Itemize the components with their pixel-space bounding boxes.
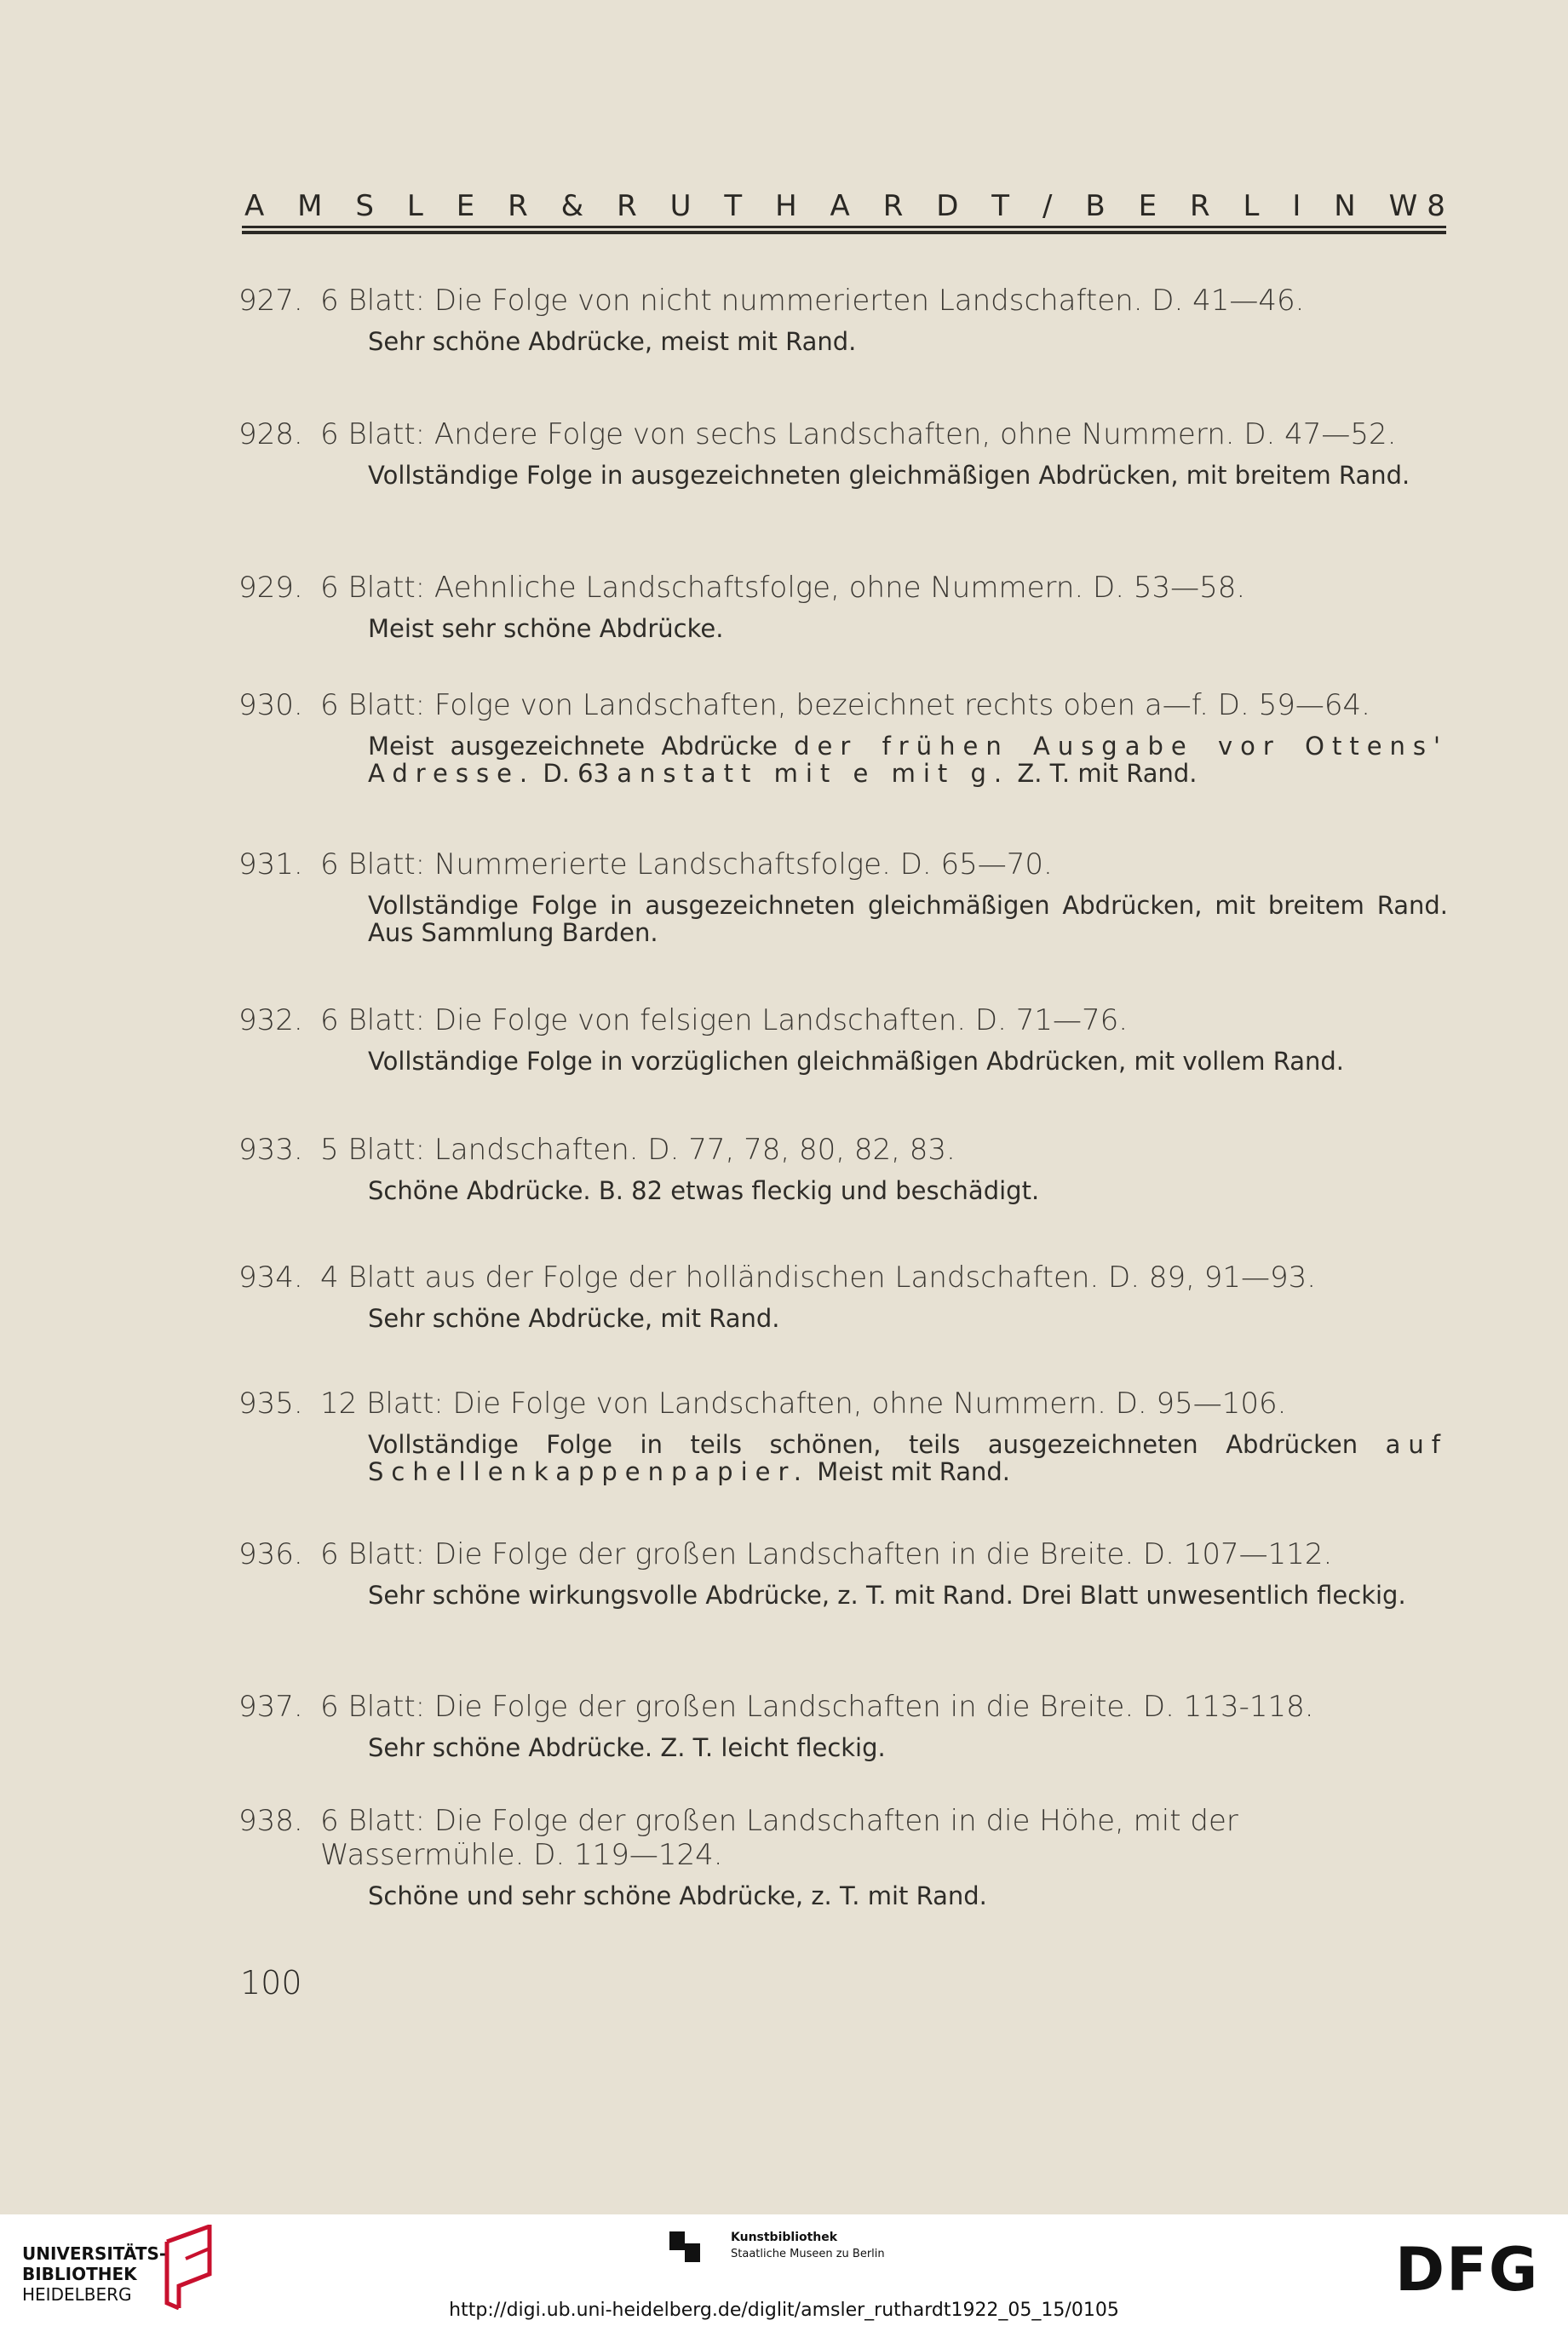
entry-note	[368, 1431, 1448, 1485]
ub-heidelberg-label	[22, 2243, 166, 2305]
header-letter: D	[936, 189, 959, 223]
entry-title: 6 Blatt: Die Folge der großen Landschaften in die Höhe, mit der Wassermühle. D. 119—124.	[320, 1804, 1238, 1872]
header-letter: B	[1085, 189, 1106, 223]
header-letter: R	[617, 189, 637, 223]
header-letter: N	[1334, 189, 1356, 223]
entry-title: 6 Blatt: Aehnliche Landschaftsfolge, ohne Nummern. D. 53—58.	[320, 571, 1246, 605]
entry-note: Sehr schöne Abdrücke. Z. T. leicht fleckig.	[368, 1733, 886, 1762]
entry-note: Vollständige Folge in ausgezeichneten gleichmäßigen Abdrücken, mit breitem Rand. Aus Sammlung Barden.	[368, 891, 1448, 947]
header-letter: A	[830, 189, 850, 223]
entry-title: 6 Blatt: Die Folge der großen Landschaften in die Breite. D. 113-118.	[320, 1690, 1314, 1724]
catalog-entry	[238, 1133, 1448, 1204]
entry-note: Sehr schöne wirkungsvolle Abdrücke, z. T. mit Rand. Drei Blatt unwesentlich fleckig.	[368, 1581, 1406, 1610]
entry-number: 938.	[238, 1804, 303, 1838]
kb-title: Kunstbibliothek	[731, 2231, 838, 2244]
entry-title: 6 Blatt: Folge von Landschaften, bezeichnet rechts oben a—f. D. 59—64.	[320, 688, 1370, 722]
catalog-entry	[238, 284, 1448, 355]
catalog-entry	[238, 417, 1448, 489]
entry-number: 931.	[238, 847, 303, 882]
kunstbibliothek-label	[731, 2230, 885, 2262]
dfg-logo: DFG	[1395, 2235, 1540, 2305]
entry-title: 6 Blatt: Nummerierte Landschaftsfolge. D. 65—70.	[320, 847, 1053, 882]
catalog-entry	[238, 847, 1448, 946]
ub-label-line: HEIDELBERG	[22, 2284, 132, 2305]
header-letter: A	[244, 189, 265, 223]
catalog-entry	[238, 1804, 1448, 1910]
header-letter: L	[406, 189, 423, 223]
entry-note-part: D. 63	[543, 759, 610, 788]
entry-note-part: Meist ausgezeichnete Abdrücke	[368, 732, 778, 761]
catalog-entry	[238, 1261, 1448, 1332]
header-letter: U	[669, 189, 692, 223]
entry-number: 928.	[238, 417, 303, 451]
catalog-entry	[238, 1387, 1448, 1485]
entry-note: Sehr schöne Abdrücke, meist mit Rand.	[368, 327, 857, 356]
entry-note: Sehr schöne Abdrücke, mit Rand.	[368, 1304, 780, 1333]
entry-title: 6 Blatt: Die Folge von nicht nummerierten Landschaften. D. 41—46.	[320, 284, 1305, 318]
header-letter: H	[775, 189, 797, 223]
header-letter: T	[724, 189, 743, 223]
header-rule-thin	[242, 226, 1446, 228]
entry-note	[368, 732, 1448, 787]
entry-note-part: Meist mit Rand.	[817, 1457, 1010, 1486]
entry-title: 6 Blatt: Die Folge der großen Landschaften in die Breite. D. 107—112.	[320, 1537, 1333, 1571]
ub-heidelberg-logo-icon	[160, 2225, 216, 2310]
entry-note: Schöne und sehr schöne Abdrücke, z. T. mit Rand.	[368, 1881, 987, 1910]
catalog-entry	[238, 571, 1448, 642]
header-letter: R	[882, 189, 904, 223]
header-letter: E	[456, 189, 475, 223]
catalog-entry	[238, 1003, 1448, 1075]
entry-number: 930.	[238, 688, 303, 722]
header-letter: T	[991, 189, 1010, 223]
entry-number: 936.	[238, 1537, 303, 1571]
page-number: 100	[240, 1964, 302, 2002]
catalog-entry	[238, 1690, 1448, 1761]
entry-number: 935.	[238, 1387, 303, 1421]
header-letter: M	[297, 189, 323, 223]
entry-number: 927.	[238, 284, 303, 318]
ub-label-line: UNIVERSITÄTS-	[22, 2243, 167, 2264]
entry-number: 933.	[238, 1133, 303, 1167]
entry-note-part: Vollständige Folge in teils schönen, teils ausgezeichneten Abdrücken	[368, 1430, 1358, 1459]
header-letter: W 8	[1388, 189, 1445, 223]
entry-note-part: auf Schellenkappenpapier.	[368, 1430, 1448, 1486]
kb-subtitle: Staatliche Museen zu Berlin	[731, 2248, 885, 2260]
ub-label-line: BIBLIOTHEK	[22, 2264, 137, 2284]
catalog-entry	[238, 1537, 1448, 1609]
entry-number: 929.	[238, 571, 303, 605]
header-letter: R	[1189, 189, 1210, 223]
kunstbibliothek-logo-icon	[669, 2231, 721, 2274]
header-letter: R	[508, 189, 528, 223]
header-letter: /	[1042, 189, 1053, 223]
entry-number: 934.	[238, 1261, 303, 1295]
entry-note: Vollständige Folge in vorzüglichen gleichmäßigen Abdrücken, mit vollem Rand.	[368, 1047, 1345, 1076]
catalog-entry	[238, 688, 1448, 787]
entry-note: Vollständige Folge in ausgezeichneten gleichmäßigen Abdrücken, mit breitem Rand.	[368, 461, 1410, 490]
running-header	[244, 189, 1445, 223]
entry-note-part: Z. T. mit Rand.	[1017, 759, 1198, 788]
entry-number: 937.	[238, 1690, 303, 1724]
header-letter: &	[560, 189, 584, 223]
header-letter: S	[355, 189, 375, 223]
entry-number: 932.	[238, 1003, 303, 1037]
entry-title: 6 Blatt: Andere Folge von sechs Landschaften, ohne Nummern. D. 47—52.	[320, 417, 1397, 451]
entry-note-part: der frühen Ausgabe vor Ottens' Adresse.	[368, 732, 1448, 788]
header-rule-thick	[242, 231, 1446, 234]
header-letter: L	[1243, 189, 1260, 223]
entry-note: Meist sehr schöne Abdrücke.	[368, 614, 724, 643]
source-url[interactable]: http://digi.ub.uni-heidelberg.de/diglit/amsler_ruthardt1922_05_15/0105	[449, 2300, 1119, 2321]
entry-title: 12 Blatt: Die Folge von Landschaften, ohne Nummern. D. 95—106.	[320, 1387, 1287, 1421]
entry-title: 4 Blatt aus der Folge der holländischen Landschaften. D. 89, 91—93.	[320, 1261, 1317, 1295]
entry-title: 6 Blatt: Die Folge von felsigen Landschaften. D. 71—76.	[320, 1003, 1129, 1037]
entry-title: 5 Blatt: Landschaften. D. 77, 78, 80, 82, 83.	[320, 1133, 956, 1167]
header-letter: E	[1138, 189, 1157, 223]
entry-note: Schöne Abdrücke. B. 82 etwas fleckig und beschädigt.	[368, 1176, 1040, 1205]
entry-note-part: anstatt mit e mit g.	[617, 759, 1010, 788]
header-letter: I	[1292, 189, 1301, 223]
